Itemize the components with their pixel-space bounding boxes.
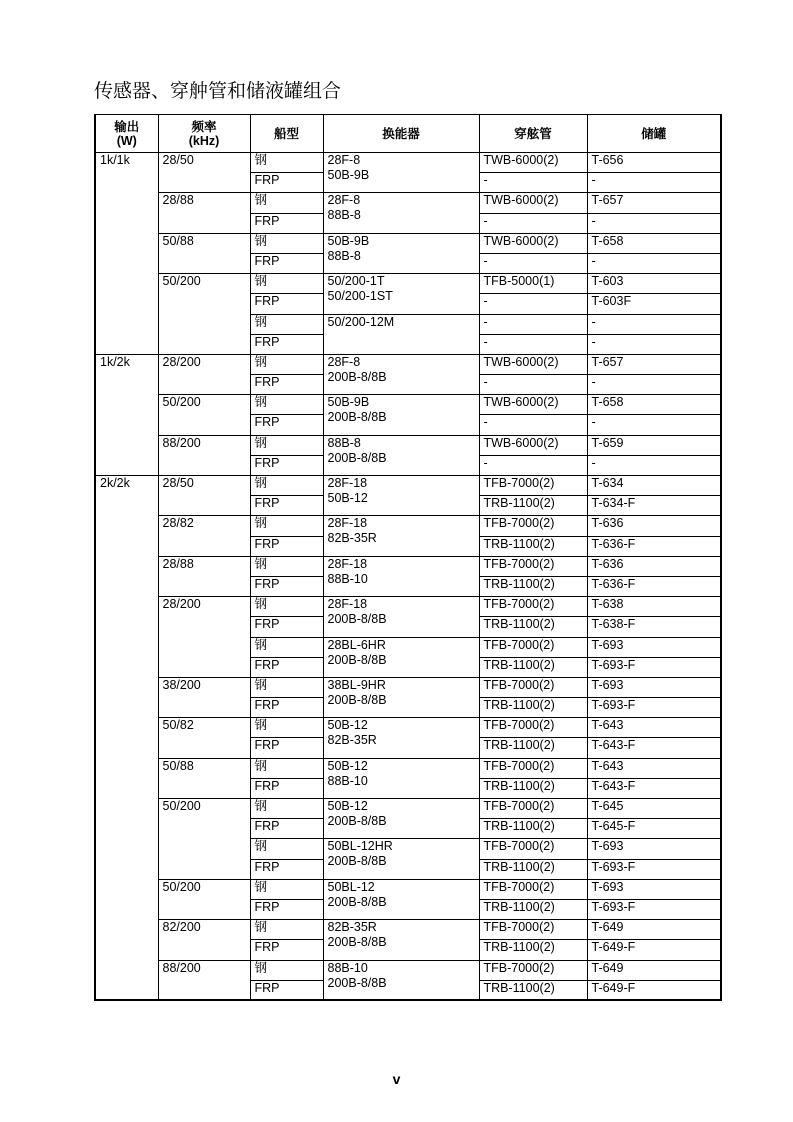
cell-tank: T-656 (587, 153, 721, 173)
cell-tank: T-649 (587, 960, 721, 980)
cell-frequency: 28/50 (158, 153, 250, 193)
cell-transducer: 28F-18 88B-10 (323, 556, 479, 596)
cell-hull-type: FRP (250, 738, 323, 758)
cell-transducer: 50BL-12HR 200B-8/8B (323, 839, 479, 879)
cell-through-hull: TWB-6000(2) (479, 435, 587, 455)
cell-tank: T-603 (587, 274, 721, 294)
cell-tank: T-657 (587, 354, 721, 374)
cell-tank: T-645-F (587, 819, 721, 839)
cell-frequency: 88/200 (158, 960, 250, 1000)
cell-frequency: 50/200 (158, 879, 250, 919)
cell-transducer: 88B-8 200B-8/8B (323, 435, 479, 475)
cell-through-hull: TFB-7000(2) (479, 677, 587, 697)
cell-through-hull: TRB-1100(2) (479, 899, 587, 919)
cell-tank: T-693 (587, 839, 721, 859)
cell-tank: - (587, 314, 721, 334)
cell-transducer: 50B-12 82B-35R (323, 718, 479, 758)
cell-through-hull: TFB-7000(2) (479, 637, 587, 657)
cell-transducer: 28F-8 88B-8 (323, 193, 479, 233)
cell-tank: T-693 (587, 677, 721, 697)
cell-through-hull: TFB-7000(2) (479, 476, 587, 496)
cell-hull-type: FRP (250, 940, 323, 960)
table-row (95, 758, 721, 778)
cell-transducer: 50/200-1T 50/200-1ST (323, 274, 479, 314)
cell-transducer: 88B-10 200B-8/8B (323, 960, 479, 1000)
cell-hull-type: FRP (250, 455, 323, 475)
cell-through-hull: - (479, 173, 587, 193)
table-row (95, 476, 721, 496)
cell-frequency: 50/200 (158, 395, 250, 435)
table-row (95, 920, 721, 940)
cell-through-hull: TWB-6000(2) (479, 153, 587, 173)
cell-through-hull: TRB-1100(2) (479, 738, 587, 758)
cell-hull-type: FRP (250, 576, 323, 596)
cell-frequency: 28/82 (158, 516, 250, 556)
cell-tank: - (587, 173, 721, 193)
cell-frequency: 28/88 (158, 193, 250, 233)
page-number: v (392, 1071, 401, 1087)
cell-tank: - (587, 253, 721, 273)
cell-through-hull: TRB-1100(2) (479, 980, 587, 1000)
cell-hull-type: FRP (250, 415, 323, 435)
cell-through-hull: - (479, 375, 587, 395)
cell-through-hull: - (479, 294, 587, 314)
cell-through-hull: TRB-1100(2) (479, 819, 587, 839)
cell-tank: T-645 (587, 799, 721, 819)
cell-through-hull: - (479, 253, 587, 273)
cell-hull-type: FRP (250, 536, 323, 556)
cell-transducer: 28F-8 200B-8/8B (323, 354, 479, 394)
header-frequency: 频率 (kHz) (158, 115, 250, 153)
table-row (95, 395, 721, 415)
cell-hull-type: 钢 (250, 758, 323, 778)
cell-through-hull: TRB-1100(2) (479, 778, 587, 798)
cell-through-hull: TFB-7000(2) (479, 960, 587, 980)
table-row (95, 516, 721, 536)
cell-frequency: 28/200 (158, 354, 250, 394)
table-row (95, 677, 721, 697)
cell-through-hull: TFB-7000(2) (479, 516, 587, 536)
cell-hull-type: FRP (250, 253, 323, 273)
cell-hull-type: 钢 (250, 879, 323, 899)
cell-tank: T-658 (587, 233, 721, 253)
header-output: 输出 (W) (95, 115, 158, 153)
cell-hull-type: 钢 (250, 839, 323, 859)
cell-output: 1k/1k (95, 153, 158, 355)
cell-through-hull: TWB-6000(2) (479, 233, 587, 253)
table-row (95, 354, 721, 374)
cell-hull-type: FRP (250, 617, 323, 637)
cell-hull-type: FRP (250, 778, 323, 798)
cell-transducer: 50B-12 88B-10 (323, 758, 479, 798)
cell-tank: T-649-F (587, 940, 721, 960)
cell-through-hull: TFB-7000(2) (479, 839, 587, 859)
cell-through-hull: - (479, 314, 587, 334)
cell-transducer: 82B-35R 200B-8/8B (323, 920, 479, 960)
cell-through-hull: TFB-7000(2) (479, 799, 587, 819)
table-row (95, 153, 721, 173)
cell-output: 2k/2k (95, 476, 158, 1001)
cell-through-hull: TWB-6000(2) (479, 193, 587, 213)
table-row (95, 799, 721, 819)
cell-hull-type: 钢 (250, 677, 323, 697)
cell-hull-type: 钢 (250, 435, 323, 455)
table-row (95, 879, 721, 899)
cell-frequency: 88/200 (158, 435, 250, 475)
cell-through-hull: TWB-6000(2) (479, 354, 587, 374)
cell-through-hull: TRB-1100(2) (479, 536, 587, 556)
cell-hull-type: FRP (250, 859, 323, 879)
cell-through-hull: TRB-1100(2) (479, 657, 587, 677)
cell-frequency: 28/88 (158, 556, 250, 596)
cell-through-hull: TRB-1100(2) (479, 617, 587, 637)
table-row (95, 274, 721, 294)
cell-hull-type: FRP (250, 375, 323, 395)
cell-hull-type: FRP (250, 899, 323, 919)
table-row (95, 556, 721, 576)
table-row (95, 233, 721, 253)
cell-hull-type: 钢 (250, 193, 323, 213)
cell-tank: T-636 (587, 516, 721, 536)
cell-hull-type: 钢 (250, 395, 323, 415)
cell-hull-type: 钢 (250, 799, 323, 819)
cell-through-hull: TRB-1100(2) (479, 859, 587, 879)
combination-table (94, 114, 722, 1001)
cell-frequency: 28/50 (158, 476, 250, 516)
cell-tank: - (587, 213, 721, 233)
cell-hull-type: FRP (250, 819, 323, 839)
cell-tank: - (587, 455, 721, 475)
cell-tank: T-658 (587, 395, 721, 415)
cell-tank: T-693-F (587, 657, 721, 677)
cell-tank: T-634-F (587, 496, 721, 516)
cell-hull-type: FRP (250, 657, 323, 677)
cell-frequency: 50/200 (158, 799, 250, 880)
cell-through-hull: - (479, 415, 587, 435)
cell-tank: T-638 (587, 597, 721, 617)
cell-hull-type: FRP (250, 213, 323, 233)
cell-hull-type: 钢 (250, 920, 323, 940)
cell-frequency: 50/82 (158, 718, 250, 758)
cell-through-hull: TFB-7000(2) (479, 758, 587, 778)
cell-hull-type: 钢 (250, 153, 323, 173)
cell-through-hull: TFB-7000(2) (479, 556, 587, 576)
cell-transducer: 50B-12 200B-8/8B (323, 799, 479, 839)
cell-tank: T-657 (587, 193, 721, 213)
table-row (95, 435, 721, 455)
cell-through-hull: - (479, 213, 587, 233)
cell-tank: T-643-F (587, 738, 721, 758)
cell-tank: T-638-F (587, 617, 721, 637)
cell-tank: T-659 (587, 435, 721, 455)
cell-tank: T-693-F (587, 899, 721, 919)
cell-hull-type: FRP (250, 294, 323, 314)
cell-tank: T-636 (587, 556, 721, 576)
cell-through-hull: TFB-7000(2) (479, 920, 587, 940)
cell-through-hull: - (479, 455, 587, 475)
header-tank: 储罐 (587, 115, 721, 153)
cell-tank: T-634 (587, 476, 721, 496)
header-through-hull: 穿舷管 (479, 115, 587, 153)
cell-through-hull: TFB-5000(1) (479, 274, 587, 294)
cell-through-hull: TRB-1100(2) (479, 698, 587, 718)
table-row (95, 597, 721, 617)
cell-hull-type: FRP (250, 496, 323, 516)
cell-transducer: 50B-9B 200B-8/8B (323, 395, 479, 435)
cell-tank: T-636-F (587, 576, 721, 596)
cell-transducer: 50/200-12M (323, 314, 479, 354)
cell-output: 1k/2k (95, 354, 158, 475)
cell-tank: T-693-F (587, 859, 721, 879)
cell-through-hull: TRB-1100(2) (479, 576, 587, 596)
cell-hull-type: 钢 (250, 556, 323, 576)
cell-through-hull: TRB-1100(2) (479, 940, 587, 960)
cell-transducer: 28F-18 50B-12 (323, 476, 479, 516)
table-row (95, 193, 721, 213)
cell-tank: - (587, 375, 721, 395)
cell-transducer: 28F-18 200B-8/8B (323, 597, 479, 637)
cell-tank: T-643 (587, 758, 721, 778)
cell-tank: T-603F (587, 294, 721, 314)
table-row (95, 718, 721, 738)
cell-hull-type: 钢 (250, 718, 323, 738)
page-title: 传感器、穿舯管和储液罐组合 (94, 81, 342, 102)
cell-tank: - (587, 334, 721, 354)
cell-hull-type: 钢 (250, 354, 323, 374)
cell-tank: T-649-F (587, 980, 721, 1000)
cell-transducer: 28BL-6HR 200B-8/8B (323, 637, 479, 677)
cell-tank: - (587, 415, 721, 435)
cell-transducer: 38BL-9HR 200B-8/8B (323, 677, 479, 717)
cell-through-hull: TRB-1100(2) (479, 496, 587, 516)
cell-tank: T-649 (587, 920, 721, 940)
cell-hull-type: 钢 (250, 476, 323, 496)
header-hull-type: 船型 (250, 115, 323, 153)
cell-transducer: 50B-9B 88B-8 (323, 233, 479, 273)
cell-hull-type: FRP (250, 698, 323, 718)
cell-hull-type: 钢 (250, 274, 323, 294)
cell-hull-type: FRP (250, 980, 323, 1000)
cell-hull-type: 钢 (250, 597, 323, 617)
cell-frequency: 82/200 (158, 920, 250, 960)
table-row (95, 960, 721, 980)
cell-hull-type: 钢 (250, 516, 323, 536)
cell-transducer: 28F-8 50B-9B (323, 153, 479, 193)
cell-tank: T-643-F (587, 778, 721, 798)
cell-hull-type: 钢 (250, 233, 323, 253)
cell-hull-type: FRP (250, 334, 323, 354)
cell-tank: T-643 (587, 718, 721, 738)
cell-tank: T-693 (587, 879, 721, 899)
cell-frequency: 50/200 (158, 274, 250, 355)
cell-through-hull: - (479, 334, 587, 354)
cell-through-hull: TFB-7000(2) (479, 718, 587, 738)
cell-frequency: 28/200 (158, 597, 250, 678)
cell-tank: T-693 (587, 637, 721, 657)
cell-tank: T-693-F (587, 698, 721, 718)
cell-through-hull: TFB-7000(2) (479, 879, 587, 899)
cell-transducer: 50BL-12 200B-8/8B (323, 879, 479, 919)
table-header-row (95, 115, 721, 153)
cell-hull-type: FRP (250, 173, 323, 193)
cell-through-hull: TWB-6000(2) (479, 395, 587, 415)
cell-through-hull: TFB-7000(2) (479, 597, 587, 617)
cell-tank: T-636-F (587, 536, 721, 556)
cell-frequency: 50/88 (158, 758, 250, 798)
header-transducer: 换能器 (323, 115, 479, 153)
cell-frequency: 38/200 (158, 677, 250, 717)
cell-transducer: 28F-18 82B-35R (323, 516, 479, 556)
cell-frequency: 50/88 (158, 233, 250, 273)
cell-hull-type: 钢 (250, 960, 323, 980)
cell-hull-type: 钢 (250, 637, 323, 657)
cell-hull-type: 钢 (250, 314, 323, 334)
